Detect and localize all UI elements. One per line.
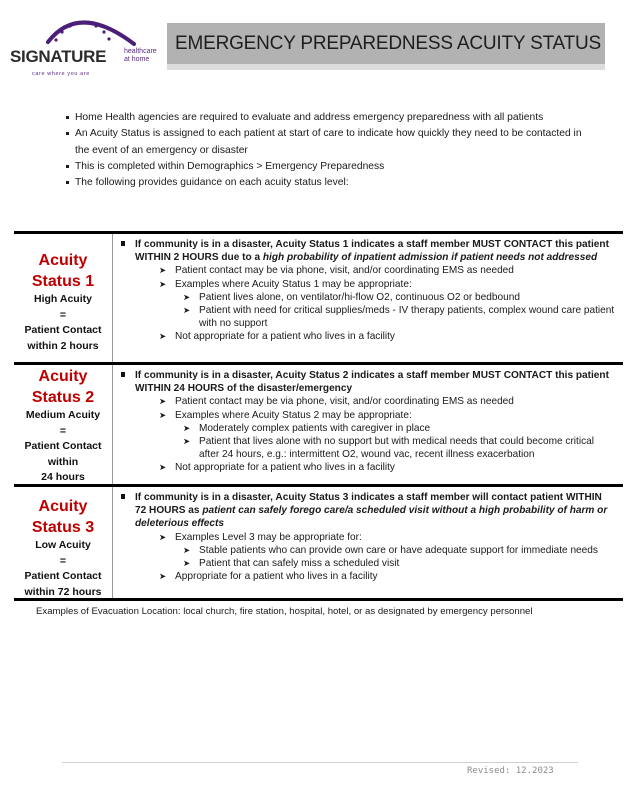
- square-bullet-icon: [121, 494, 125, 499]
- sub-bullet: [159, 461, 615, 474]
- main-bold-text: If community is in a disaster, Acuity Status 2 indicates a staff member MUST CONTACT this patient WITHIN 24 HOURS of the disaster/emergency: [135, 370, 609, 395]
- signature-logo: [6, 8, 166, 80]
- nested-bullet: [183, 557, 615, 570]
- square-bullet-icon: [121, 372, 125, 377]
- main-italic-text: high probability of inpatient admission if patient needs not addressed: [262, 252, 598, 264]
- sub-bullet-text: Examples where Acuity Status 1 may be appropriate:: [175, 278, 412, 290]
- sub-bullet-text: Examples where Acuity Status 2 may be appropriate:: [175, 409, 412, 421]
- equals-sign: =: [59, 424, 67, 437]
- sub-bullet: [159, 264, 615, 277]
- sub-bullet: [159, 531, 615, 544]
- nested-bullet-text: Patient lives alone, on ventilator/hi-flow O2, continuous O2 or bedbound: [199, 291, 520, 303]
- status-title-line1: Acuity: [38, 368, 88, 385]
- status-label-cell: [14, 234, 113, 362]
- acuity-row-2: [14, 365, 623, 487]
- nested-bullet-text: Patient with need for critical supplies/meds - IV therapy patients, complex wound care patient with no support: [199, 305, 615, 330]
- nested-bullet-text: Patient that can safely miss a scheduled visit: [199, 558, 400, 570]
- main-bullet: [121, 491, 615, 531]
- logo-tagline: care where you are: [32, 71, 90, 77]
- arrow-bullet-icon: ➤: [183, 422, 191, 433]
- status-title-line2: Status 3: [31, 519, 95, 536]
- title-underline-strip: [167, 64, 605, 70]
- acuity-level: Medium Acuity: [25, 409, 101, 421]
- square-bullet-icon: [121, 241, 125, 246]
- logo-arc-icon: [34, 8, 144, 48]
- nested-bullet: [183, 304, 615, 330]
- status-description-cell: [113, 365, 623, 484]
- acuity-row-3: [14, 487, 623, 601]
- logo-sub-line2: at home: [124, 55, 150, 63]
- main-bullet: [121, 238, 615, 264]
- sub-bullet: [159, 395, 615, 408]
- arrow-bullet-icon: ➤: [183, 544, 191, 555]
- sub-bullet: [159, 570, 615, 583]
- nested-bullet-text: Patient that lives alone with no support but with medical needs that could become critical after 24 hours, e.g.: intermittent O2, wound vac, recent illness exacerbation: [199, 436, 594, 461]
- status-title-line1: Acuity: [38, 252, 88, 269]
- arrow-bullet-icon: ➤: [159, 331, 167, 342]
- main-bold-text: If community is in a disaster, Acuity Status 3 indicates a staff member will contact patient WITHIN 72 HOURS as: [135, 492, 602, 517]
- arrow-bullet-icon: ➤: [159, 462, 167, 473]
- page-title: EMERGENCY PREPAREDNESS ACUITY STATUS: [175, 33, 602, 54]
- logo-sub-line1: healthcare: [124, 48, 157, 55]
- sub-bullet-text: Patient contact may be via phone, visit, and/or coordinating EMS as needed: [175, 396, 514, 408]
- intro-bullet-list: [66, 110, 586, 191]
- intro-bullet: This is completed within Demographics > Emergency Preparedness: [66, 159, 586, 175]
- arrow-bullet-icon: ➤: [159, 265, 167, 276]
- arrow-bullet-icon: ➤: [183, 558, 191, 569]
- arrow-bullet-icon: ➤: [159, 531, 167, 542]
- nested-bullet-text: Stable patients who can provide own care or have adequate support for immediate needs: [199, 544, 598, 556]
- sub-bullet: [159, 278, 615, 291]
- sub-bullet: [159, 409, 615, 422]
- footer-divider: [62, 762, 578, 763]
- status-title-line2: Status 2: [31, 389, 95, 406]
- sub-bullet-text: Examples Level 3 may be appropriate for:: [175, 531, 362, 543]
- main-bullet: [121, 369, 615, 395]
- sub-bullet-text: Not appropriate for a patient who lives in a facility: [175, 331, 395, 343]
- contact-line2: within 72 hours: [24, 585, 102, 598]
- arrow-bullet-icon: ➤: [159, 278, 167, 289]
- status-description-cell: [113, 487, 623, 598]
- arrow-bullet-icon: ➤: [159, 409, 167, 420]
- status-description-cell: [113, 234, 623, 362]
- sub-bullet: [159, 330, 615, 343]
- contact-line1: Patient Contact: [24, 440, 102, 452]
- contact-line1: Patient Contact: [24, 324, 102, 336]
- contact-line3: 24 hours: [41, 471, 85, 483]
- arrow-bullet-icon: ➤: [159, 396, 167, 407]
- nested-bullet: [183, 422, 615, 435]
- status-label-cell: [14, 487, 113, 598]
- nested-bullet: [183, 544, 615, 557]
- main-bold-text: If community is in a disaster, Acuity Status 1 indicates a staff member MUST CONTACT this patient WITHIN 2 HOURS due to a: [135, 239, 609, 264]
- arrow-bullet-icon: ➤: [159, 571, 167, 582]
- status-title-line2: Status 1: [31, 273, 95, 290]
- acuity-level: High Acuity: [34, 293, 92, 305]
- sub-bullet-text: Patient contact may be via phone, visit, and/or coordinating EMS as needed: [175, 265, 514, 277]
- nested-bullet: [183, 291, 615, 304]
- sub-bullet-text: Not appropriate for a patient who lives in a facility: [175, 462, 395, 474]
- acuity-row-1: [14, 234, 623, 365]
- arrow-bullet-icon: ➤: [183, 291, 191, 302]
- evacuation-note: Examples of Evacuation Location: local church, fire station, hospital, hotel, or as designated by emergency personnel: [36, 606, 533, 617]
- intro-bullet: The following provides guidance on each acuity status level:: [66, 175, 586, 191]
- nested-bullet-text: Moderately complex patients with caregiver in place: [199, 422, 431, 434]
- contact-line1: Patient Contact: [24, 570, 102, 582]
- revised-date: Revised: 12.2023: [467, 766, 554, 776]
- acuity-status-table: [14, 231, 623, 601]
- arrow-bullet-icon: ➤: [183, 436, 191, 447]
- contact-line2: within 2 hours: [27, 339, 99, 352]
- logo-subtitle: [124, 48, 157, 63]
- status-title-line1: Acuity: [38, 498, 88, 515]
- arrow-bullet-icon: ➤: [183, 305, 191, 316]
- main-italic-text: patient can safely forego care/a scheduled visit without a high probability of harm or deleterious effects: [135, 505, 608, 530]
- logo-brand: SIGNATURE: [10, 47, 107, 66]
- contact-line2: within: [47, 455, 79, 468]
- nested-bullet: [183, 435, 615, 461]
- intro-bullet: An Acuity Status is assigned to each patient at start of care to indicate how quickly they need to be contacted in the event of an emergency or disaster: [66, 126, 586, 159]
- equals-sign: =: [59, 554, 67, 567]
- acuity-level: Low Acuity: [35, 539, 91, 551]
- sub-bullet-text: Appropriate for a patient who lives in a facility: [175, 571, 378, 583]
- equals-sign: =: [59, 308, 67, 321]
- status-label-cell: [14, 365, 113, 484]
- intro-bullet: Home Health agencies are required to evaluate and address emergency preparedness with all patients: [66, 110, 586, 126]
